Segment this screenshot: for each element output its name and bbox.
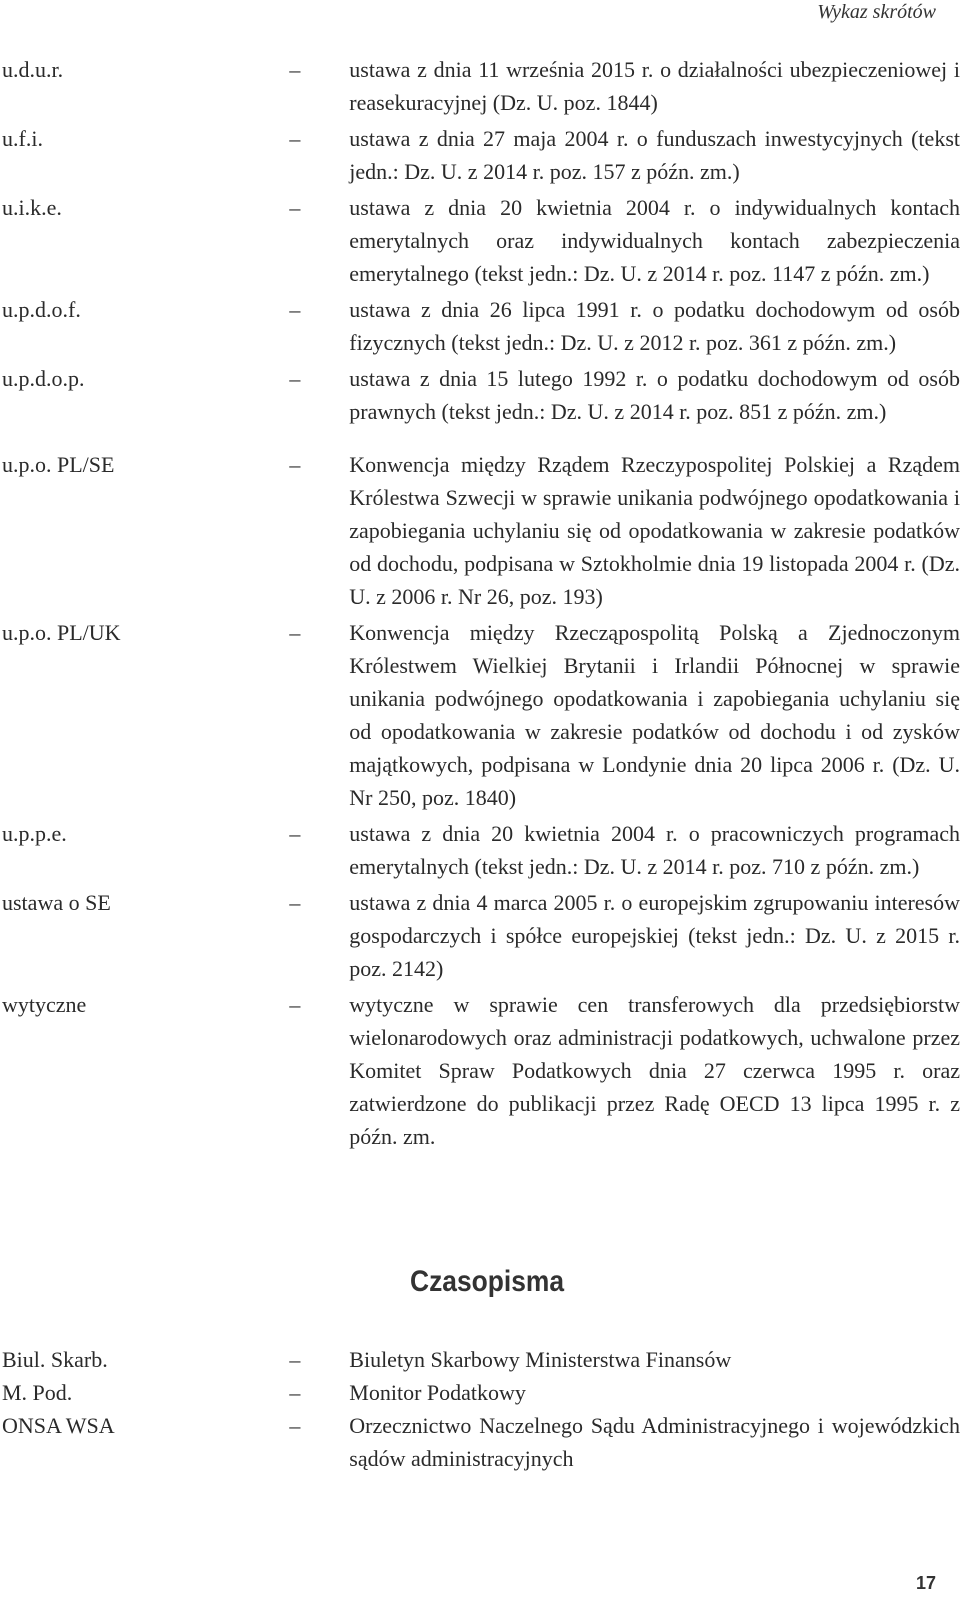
- entry-dash: –: [289, 57, 301, 82]
- abbreviation-term: u.d.u.r.: [2, 57, 64, 82]
- entry-dash: –: [289, 366, 301, 391]
- abbreviation-term: wytyczne: [2, 992, 87, 1017]
- abbreviation-entry: [0, 362, 960, 428]
- abbreviation-entry: [0, 988, 960, 1153]
- entry-dash: –: [289, 297, 301, 322]
- abbreviation-definition: ustawa z dnia 4 marca 2005 r. o europejskim zgrupowaniu interesów gospodarczych i spółce europejskiej (tekst jedn.: Dz. U. z 2015 r. poz. 2142): [349, 890, 960, 981]
- abbreviation-term: u.p.o. PL/UK: [2, 620, 121, 645]
- entry-dash: –: [289, 452, 301, 477]
- abbreviation-term: u.i.k.e.: [2, 195, 62, 220]
- page-number: 17: [915, 1573, 936, 1593]
- section-title: Czasopisma: [410, 1265, 565, 1298]
- abbreviation-term: u.f.i.: [2, 126, 43, 151]
- abbreviation-definition: Konwencja między Rzecząpospolitą Polską a Zjednoczonym Królestwem Wielkiej Brytanii i Irlandii Północnej w sprawie unikania podwójnego opodatkowania i zapobiegania uchylaniu się od opodatkowania w zakresie podatków od dochodu i od zysków majątkowych, podpisana w Londynie dnia 20 lipca 2006 r. (Dz. U. Nr 250, poz. 1840): [349, 620, 960, 810]
- abbreviation-term: u.p.d.o.f.: [2, 297, 81, 322]
- entry-dash: –: [289, 890, 301, 915]
- journal-abbreviation: Biul. Skarb.: [2, 1347, 108, 1372]
- entry-dash: –: [289, 1413, 301, 1438]
- journal-name: Biuletyn Skarbowy Ministerstwa Finansów: [349, 1347, 732, 1372]
- abbreviation-entry: [0, 886, 960, 985]
- abbreviation-term: u.p.p.e.: [2, 821, 67, 846]
- running-title: Wykaz skrótów: [817, 1, 936, 23]
- abbreviation-term: u.p.o. PL/SE: [2, 452, 115, 477]
- entry-dash: –: [289, 1347, 301, 1372]
- abbreviation-definition: ustawa z dnia 11 września 2015 r. o działalności ubezpieczeniowej i reasekuracyjnej (Dz. U. poz. 1844): [349, 57, 960, 115]
- entry-dash: –: [289, 620, 301, 645]
- abbreviation-entry: [0, 448, 960, 613]
- entry-dash: –: [289, 1380, 301, 1405]
- abbreviation-definition: ustawa z dnia 26 lipca 1991 r. o podatku dochodowym od osób fizycznych (tekst jedn.: Dz. U. z 2012 r. poz. 361 z późn. zm.): [349, 297, 960, 355]
- abbreviation-definition: ustawa z dnia 20 kwietnia 2004 r. o indywidualnych kontach emerytalnych oraz indywidualnych kontach zabezpieczenia emerytalnego (tekst jedn.: Dz. U. z 2014 r. poz. 1147 z późn. zm.): [349, 195, 960, 286]
- abbreviation-entry: [0, 616, 960, 814]
- abbreviation-term: u.p.d.o.p.: [2, 366, 85, 391]
- entry-dash: –: [289, 821, 301, 846]
- abbreviation-entry: [0, 293, 960, 359]
- abbreviation-definition: Konwencja między Rządem Rzeczypospolitej Polskiej a Rządem Królestwa Szwecji w sprawie unikania podwójnego opodatkowania i zapobiegania uchylaniu się od opodatkowania w zakresie podatków od dochodu, podpisana w Sztokholmie dnia 19 listopada 2004 r. (Dz. U. z 2006 r. Nr 26, poz. 193): [349, 452, 960, 609]
- abbreviation-entry: [0, 817, 960, 883]
- journal-entry: [0, 1409, 960, 1475]
- journal-name: Monitor Podatkowy: [349, 1380, 526, 1405]
- entry-dash: –: [289, 992, 301, 1017]
- abbreviation-list: [0, 53, 960, 1156]
- abbreviation-definition: ustawa z dnia 27 maja 2004 r. o funduszach inwestycyjnych (tekst jedn.: Dz. U. z 2014 r. poz. 157 z późn. zm.): [349, 126, 960, 184]
- abbreviation-term: ustawa o SE: [2, 890, 111, 915]
- journal-abbreviation: ONSA WSA: [2, 1413, 115, 1438]
- journal-entry: [0, 1343, 960, 1376]
- abbreviation-definition: wytyczne w sprawie cen transferowych dla przedsiębiorstw wielonarodowych oraz administracji podatkowych, uchwalone przez Komitet Spraw Podatkowych dnia 27 czerwca 1995 r. oraz zatwierdzone do publikacji przez Radę OECD 13 lipca 1995 r. z późn. zm.: [349, 992, 960, 1149]
- abbreviation-definition: ustawa z dnia 20 kwietnia 2004 r. o pracowniczych programach emerytalnych (tekst jedn.: Dz. U. z 2014 r. poz. 710 z późn. zm.): [349, 821, 960, 879]
- abbreviation-entry: [0, 53, 960, 119]
- abbreviation-entry: [0, 191, 960, 290]
- entry-dash: –: [289, 126, 301, 151]
- journal-abbreviation: M. Pod.: [2, 1380, 73, 1405]
- abbreviation-definition: ustawa z dnia 15 lutego 1992 r. o podatku dochodowym od osób prawnych (tekst jedn.: Dz. U. z 2014 r. poz. 851 z późn. zm.): [349, 366, 960, 424]
- abbreviation-entry: [0, 122, 960, 188]
- journal-list: [0, 1343, 960, 1475]
- journal-entry: [0, 1376, 960, 1409]
- journal-name: Orzecznictwo Naczelnego Sądu Administracyjnego i wojewódzkich sądów administracyjnych: [349, 1413, 960, 1471]
- entry-dash: –: [289, 195, 301, 220]
